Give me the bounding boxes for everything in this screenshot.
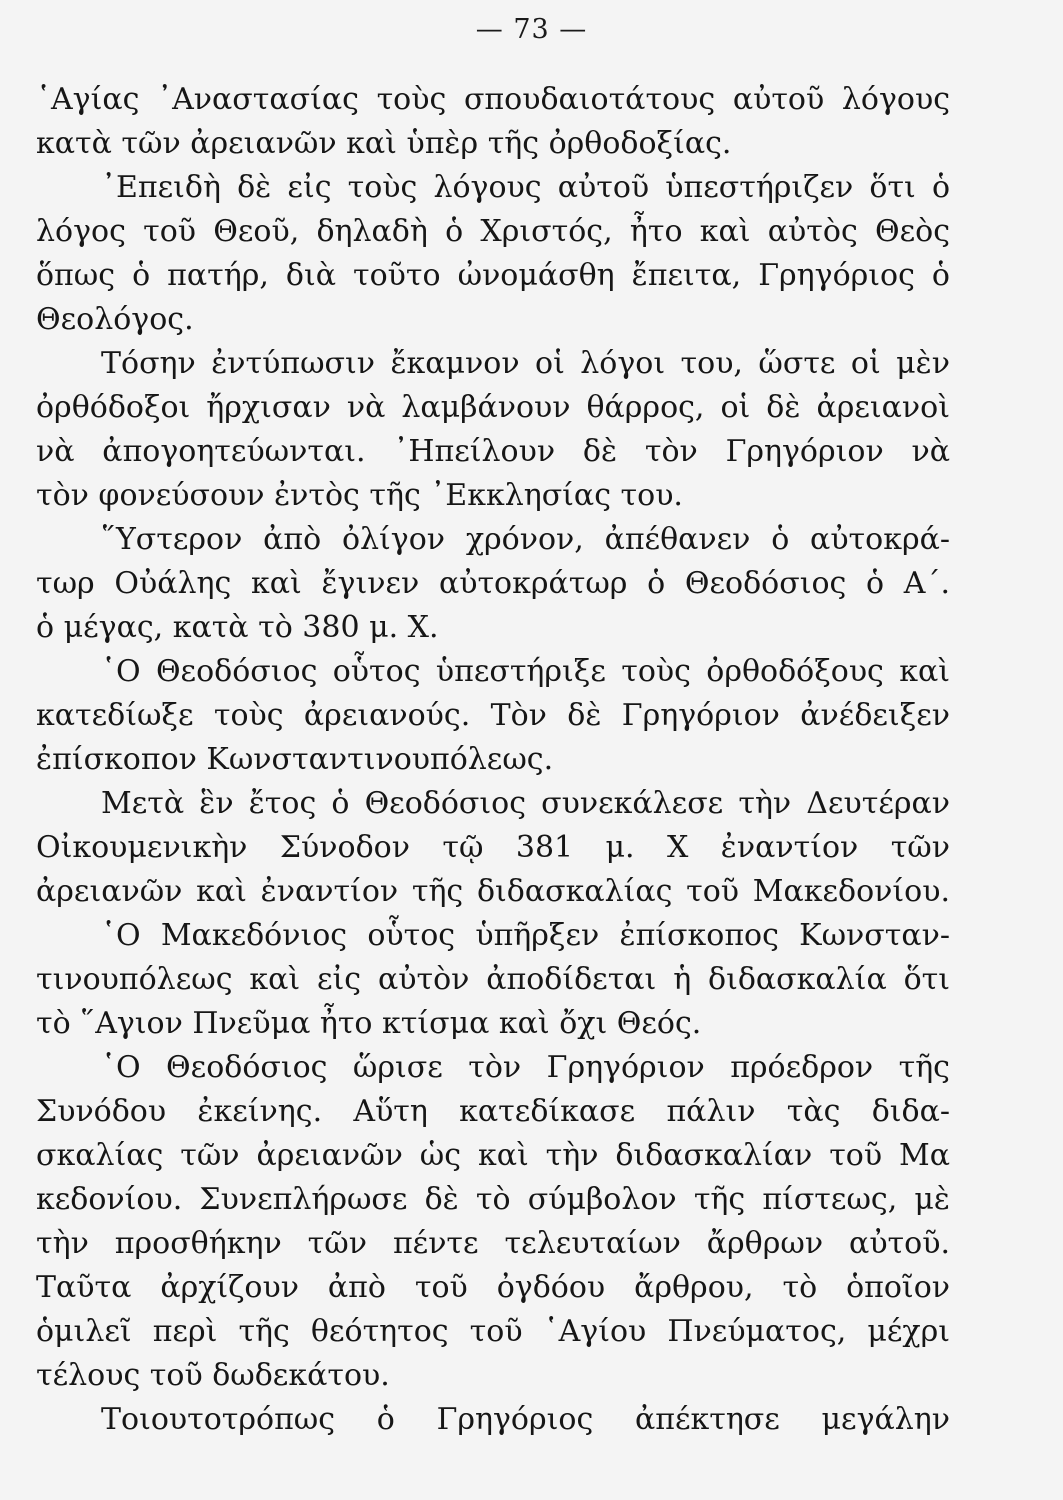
text-line: ὁ μέγας, κατὰ τὸ 380 μ. Χ. xyxy=(36,610,439,645)
text-line: κατὰ τῶν ἀρειανῶν καὶ ὑπὲρ τῆς ὀρθοδοξίας. xyxy=(36,126,732,161)
text-line: τινουπόλεως καὶ εἰς αὐτὸν ἀποδίδεται ἡ διδασκαλία ὅτι xyxy=(36,962,950,997)
text-line: λόγος τοῦ Θεοῦ, δηλαδὴ ὁ Χριστός, ἦτο καὶ αὐτὸς Θεὸς xyxy=(36,214,950,249)
text-line: Συνόδου ἐκείνης. Αὕτη κατεδίκασε πάλιν τὰς διδα- xyxy=(36,1094,950,1129)
text-line: ῞Υστερον ἀπὸ ὀλίγον χρόνον, ἀπέθανεν ὁ αὐτοκρά- xyxy=(101,522,950,557)
page-number: — 73 — xyxy=(475,14,588,45)
text-line: Τόσην ἐντύπωσιν ἔκαμνον οἱ λόγοι του, ὥστε οἱ μὲν xyxy=(101,346,950,381)
text-line: ῾Ο Θεοδόσιος ὥρισε τὸν Γρηγόριον πρόεδρον τῆς xyxy=(101,1050,950,1085)
text-line: Οἰκουμενικὴν Σύνοδον τῷ 381 μ. Χ ἐναντίον τῶν xyxy=(36,830,950,865)
text-line: ἀρειανῶν καὶ ἐναντίον τῆς διδασκαλίας τοῦ Μακεδονίου. xyxy=(36,874,950,909)
text-line: ῾Αγίας ᾿Αναστασίας τοὺς σπουδαιοτάτους αὐτοῦ λόγους xyxy=(36,82,950,117)
text-line: Θεολόγος. xyxy=(36,302,194,337)
text-line: ὅπως ὁ πατήρ, διὰ τοῦτο ὠνομάσθη ἔπειτα, Γρηγόριος ὁ xyxy=(36,258,950,293)
text-line: τὸ ῞Αγιον Πνεῦμα ἦτο κτίσμα καὶ ὄχι Θεός. xyxy=(36,1006,702,1041)
text-line: σκαλίας τῶν ἀρειανῶν ὡς καὶ τὴν διδασκαλίαν τοῦ Μα xyxy=(36,1138,950,1173)
text-line: κατεδίωξε τοὺς ἀρειανούς. Τὸν δὲ Γρηγόριον ἀνέδειξεν xyxy=(36,698,950,733)
text-line: Ταῦτα ἀρχίζουν ἀπὸ τοῦ ὀγδόου ἄρθρου, τὸ ὁποῖον xyxy=(36,1270,950,1305)
text-line: νὰ ἀπογοητεύωνται. ᾿Ηπείλουν δὲ τὸν Γρηγόριον νὰ xyxy=(36,434,950,469)
text-line: κεδονίου. Συνεπλήρωσε δὲ τὸ σύμβολον τῆς πίστεως, μὲ xyxy=(36,1182,950,1217)
text-line: Μετὰ ἓν ἔτος ὁ Θεοδόσιος συνεκάλεσε τὴν Δευτέραν xyxy=(101,786,950,821)
text-line: τὸν φονεύσουν ἐντὸς τῆς ᾿Εκκλησίας του. xyxy=(36,478,683,513)
text-line: ὁμιλεῖ περὶ τῆς θεότητος τοῦ ῾Αγίου Πνεύματος, μέχρι xyxy=(36,1314,950,1349)
text-line: ῾Ο Μακεδόνιος οὗτος ὑπῆρξεν ἐπίσκοπος Κωνσταν- xyxy=(101,918,950,953)
text-line: τέλους τοῦ δωδεκάτου. xyxy=(36,1358,390,1393)
text-line: Τοιουτοτρόπως ὁ Γρηγόριος ἀπέκτησε μεγάλην xyxy=(101,1402,950,1437)
text-line: ῾Ο Θεοδόσιος οὗτος ὑπεστήριξε τοὺς ὀρθοδόξους καὶ xyxy=(101,654,950,689)
text-line: ᾿Επειδὴ δὲ εἰς τοὺς λόγους αὐτοῦ ὑπεστήριζεν ὅτι ὁ xyxy=(101,170,950,205)
text-line: ἐπίσκοπον Κωνσταντινουπόλεως. xyxy=(36,742,554,777)
text-line: τὴν προσθήκην τῶν πέντε τελευταίων ἄρθρων αὐτοῦ. xyxy=(36,1226,950,1261)
text-line: τωρ Οὐάλης καὶ ἔγινεν αὐτοκράτωρ ὁ Θεοδόσιος ὁ Α΄. xyxy=(36,566,950,601)
text-line: ὀρθόδοξοι ἤρχισαν νὰ λαμβάνουν θάρρος, οἱ δὲ ἀρειανοὶ xyxy=(36,390,950,425)
